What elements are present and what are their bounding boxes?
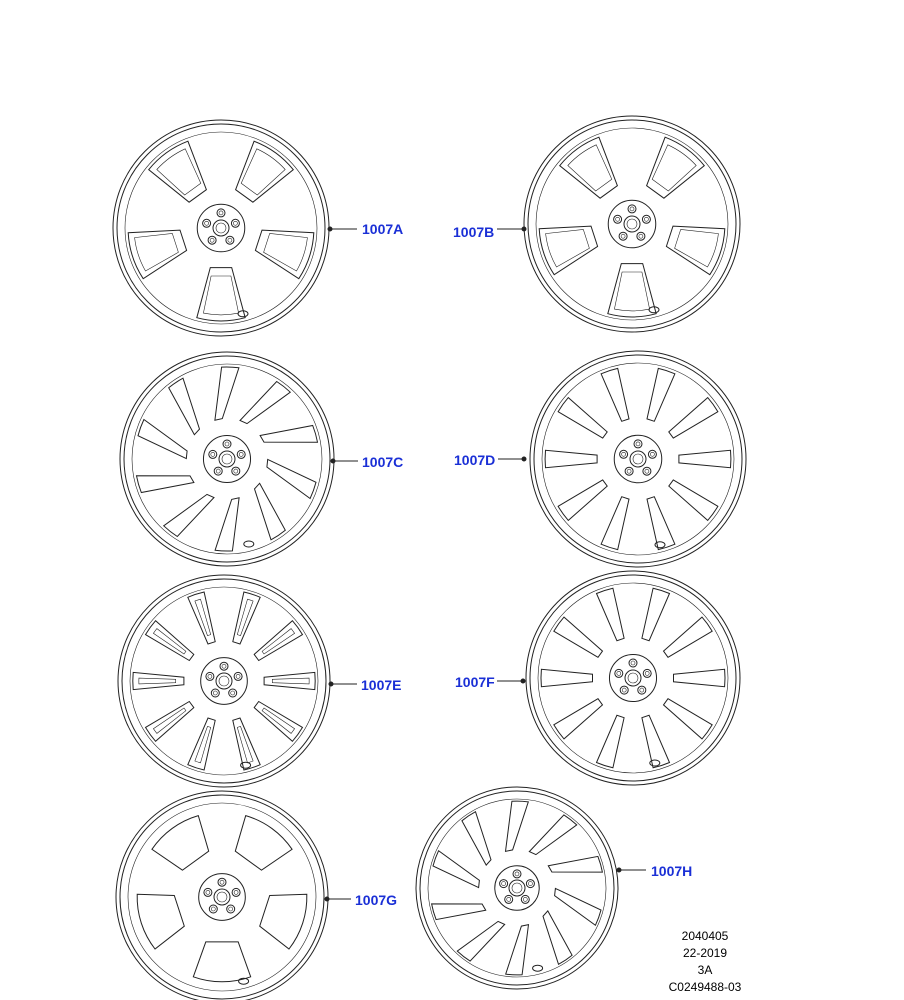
wheel-10-twist-spoke-icon <box>416 787 618 989</box>
leader-dot-1007e <box>329 682 333 686</box>
drawing-date: 22-2019 <box>682 946 728 960</box>
wheel-5-window-icon <box>116 791 328 1000</box>
wheel-10-spoke-icon <box>530 351 746 567</box>
callout-1007e: 1007E <box>361 677 402 693</box>
wheel-10-twist-spoke-icon <box>120 352 334 566</box>
wheel-10-v-spoke-icon <box>526 571 740 785</box>
wheel-5-double-spoke-icon <box>113 120 329 336</box>
leader-dot-1007h <box>617 868 621 872</box>
leader-dot-1007b <box>522 227 526 231</box>
drawing-code: 2040405 <box>681 929 729 943</box>
callout-1007c: 1007C <box>362 454 404 470</box>
drawing-revision: 3A <box>697 963 713 977</box>
leader-dot-1007d <box>522 457 526 461</box>
callout-1007g: 1007G <box>355 892 398 908</box>
leader-dot-1007a <box>328 227 332 231</box>
callout-1007f: 1007F <box>455 674 495 690</box>
callout-1007h: 1007H <box>651 863 693 879</box>
leader-dot-1007g <box>325 897 329 901</box>
wheel-5-split-spoke-icon <box>524 116 740 332</box>
drawing-meta <box>640 928 770 996</box>
callout-1007b: 1007B <box>453 224 495 240</box>
leader-dot-1007c <box>331 459 335 463</box>
callout-1007d: 1007D <box>454 452 496 468</box>
wheel-10-split-spoke-icon <box>118 575 330 787</box>
callout-1007a: 1007A <box>362 221 404 237</box>
drawing-reference: C0249488-03 <box>668 980 742 994</box>
leader-dot-1007f <box>521 679 525 683</box>
